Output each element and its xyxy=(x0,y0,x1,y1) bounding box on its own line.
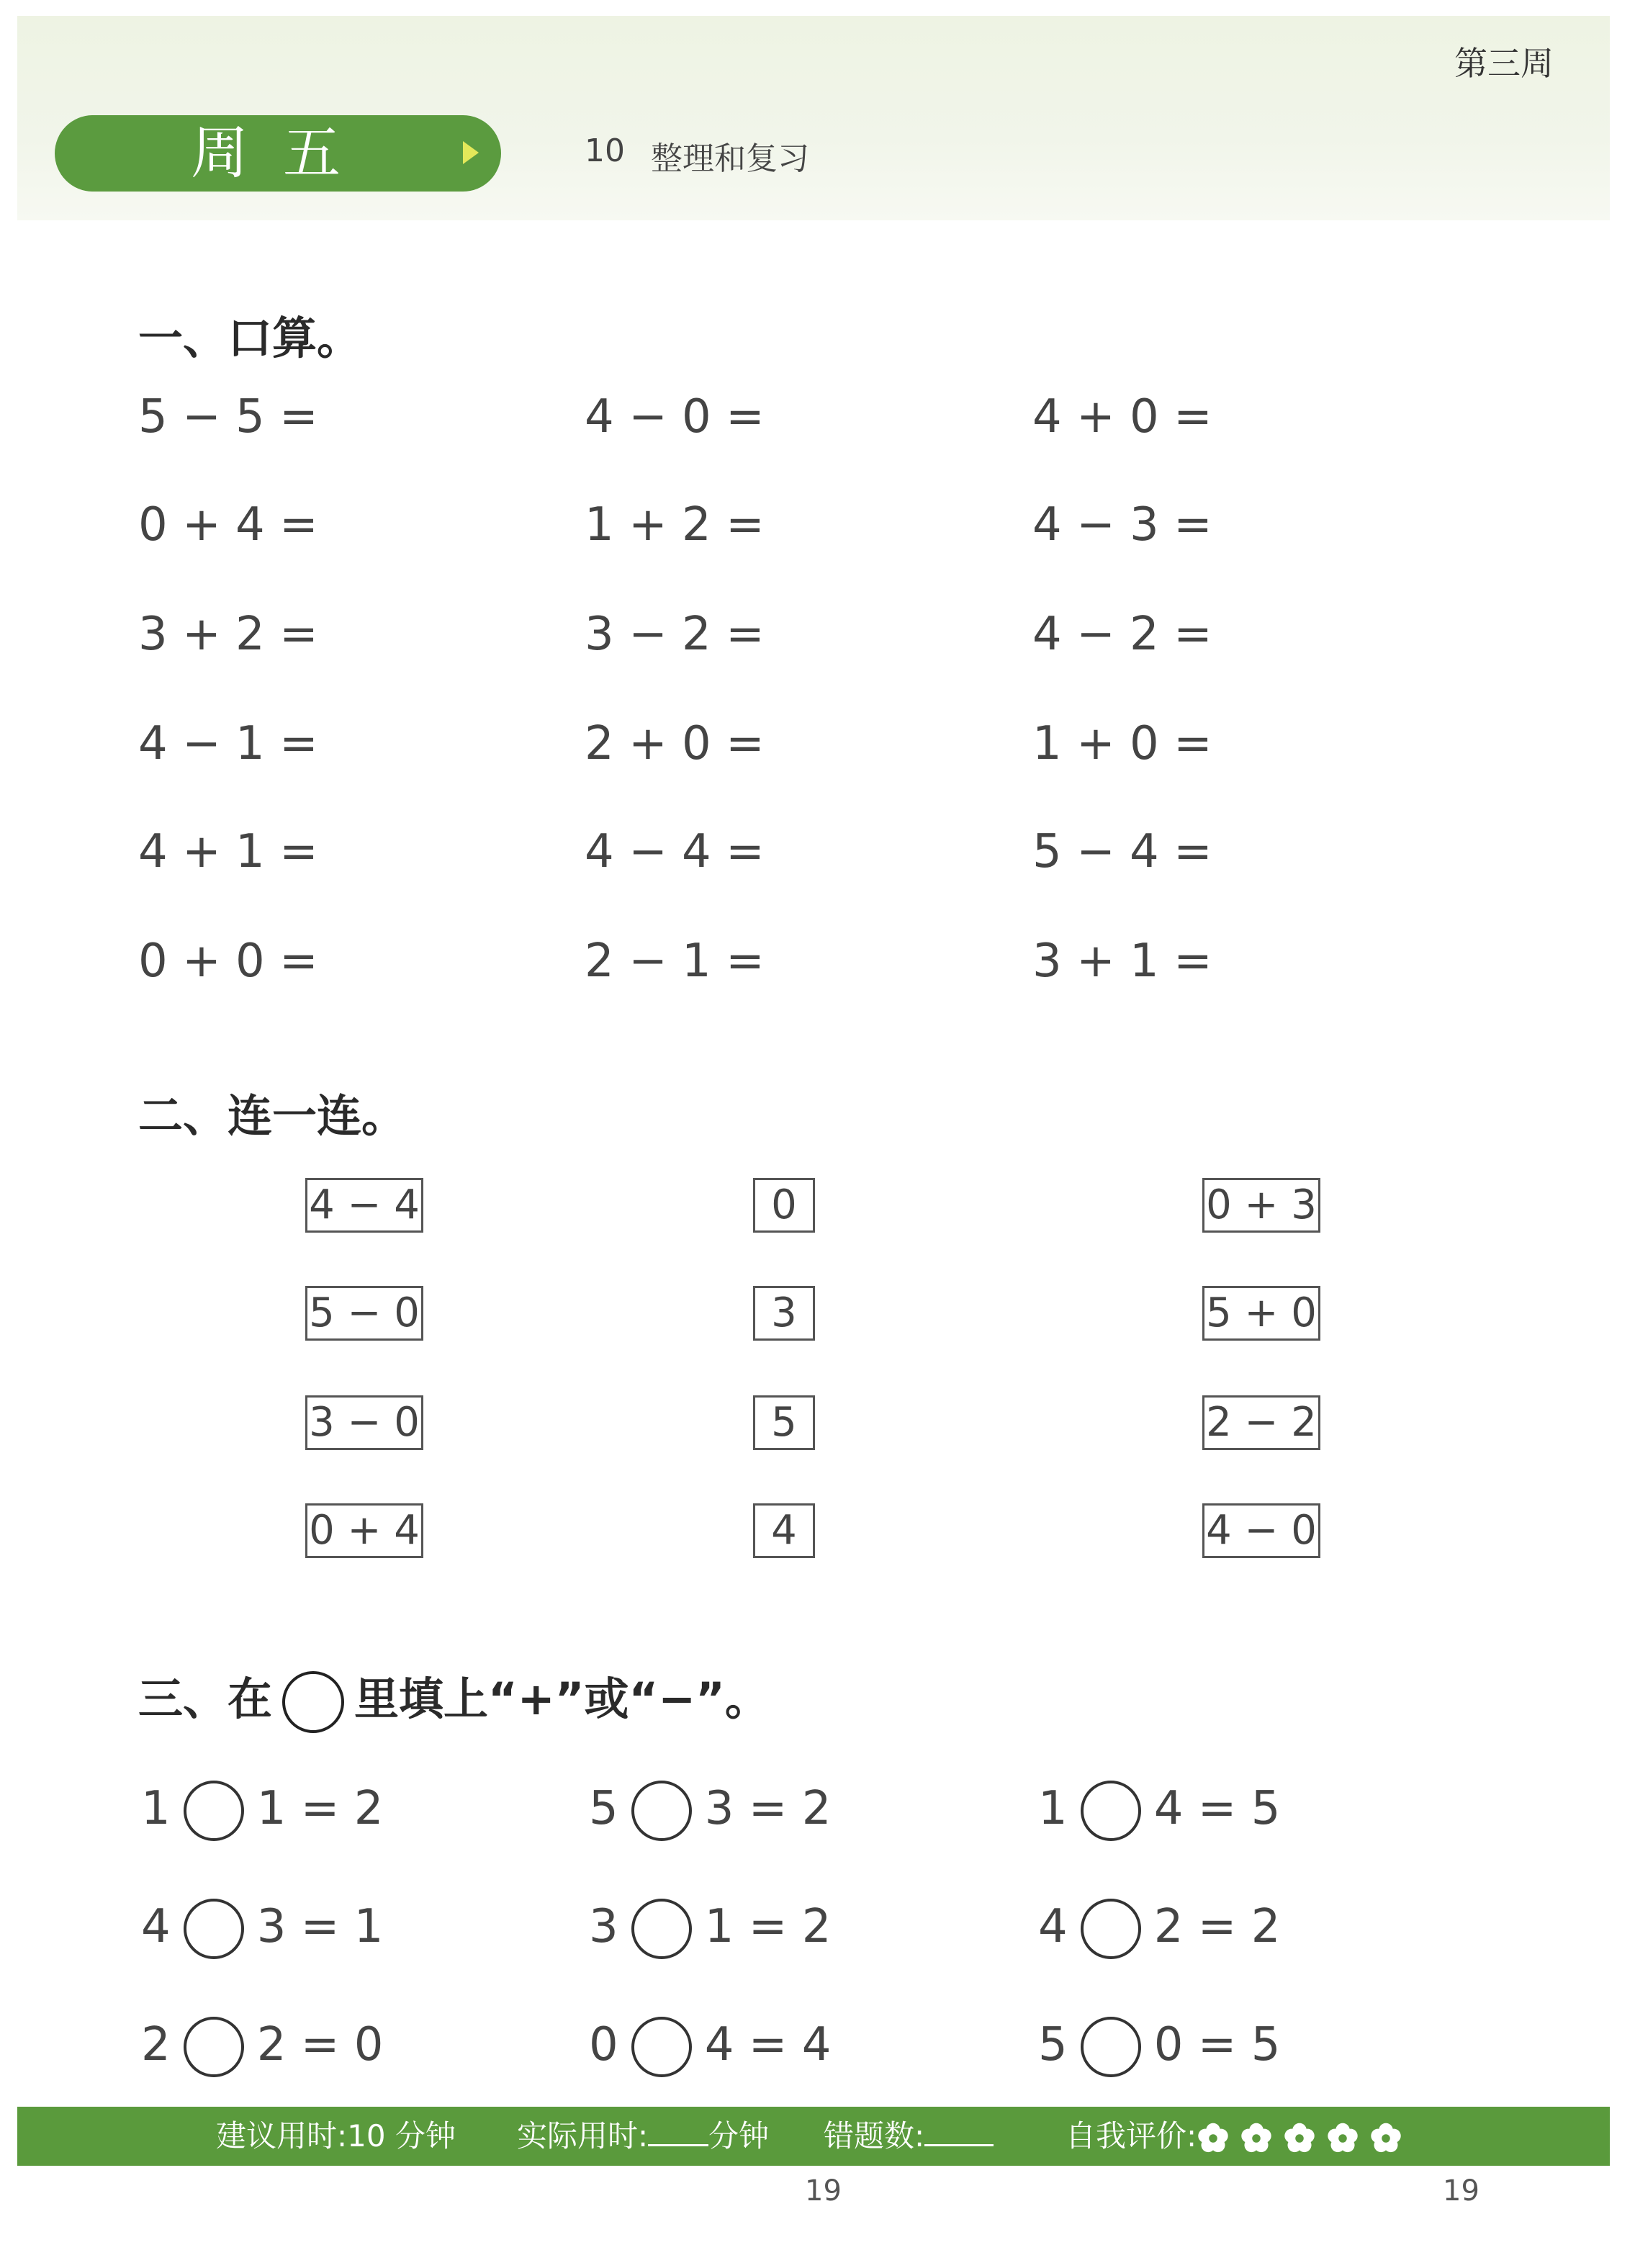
play-arrow-icon xyxy=(463,141,479,164)
mental-math-question: 2 + 0 = xyxy=(585,717,765,770)
matching-right-item[interactable]: 2 − 2 xyxy=(1202,1395,1320,1450)
mental-math-question: 5 − 4 = xyxy=(1032,825,1212,878)
operator-blank-circle[interactable] xyxy=(184,1781,244,1841)
operand-b-result: 3 = 1 xyxy=(256,1900,384,1953)
lesson-title: 整理和复习 xyxy=(651,140,809,177)
operand-b-result: 4 = 5 xyxy=(1153,1782,1281,1835)
mental-math-question: 4 + 0 = xyxy=(1032,390,1212,444)
operand-b-result: 2 = 0 xyxy=(256,2018,384,2071)
section-1-title: 一、口算。 xyxy=(138,312,362,364)
section-3-title-pre: 三、在 xyxy=(138,1673,273,1725)
operator-blank-circle[interactable] xyxy=(184,1899,244,1959)
mental-math-question: 4 − 4 = xyxy=(585,825,765,878)
day-title: 周五 xyxy=(191,120,375,186)
operator-question xyxy=(1038,1777,1280,1841)
operator-question xyxy=(589,1777,831,1841)
matching-middle-item[interactable]: 5 xyxy=(753,1395,815,1450)
operand-b-result: 1 = 2 xyxy=(256,1782,384,1835)
matching-left-item[interactable]: 0 + 4 xyxy=(305,1503,423,1558)
operand-a: 4 xyxy=(141,1900,171,1953)
matching-middle-item[interactable]: 4 xyxy=(753,1503,815,1558)
operand-b-result: 3 = 2 xyxy=(704,1782,832,1835)
mental-math-question: 4 − 3 = xyxy=(1032,498,1212,552)
circle-icon xyxy=(282,1671,344,1733)
page-number: 19 xyxy=(1443,2174,1479,2208)
operand-b-result: 4 = 4 xyxy=(704,2018,832,2071)
operand-a: 1 xyxy=(141,1782,171,1835)
operator-blank-circle[interactable] xyxy=(1081,1781,1141,1841)
operator-blank-circle[interactable] xyxy=(631,2017,692,2077)
matching-middle-item[interactable]: 0 xyxy=(753,1178,815,1233)
mental-math-question: 1 + 2 = xyxy=(585,498,765,552)
operand-a: 5 xyxy=(1038,2018,1068,2071)
actual-time-blank[interactable] xyxy=(648,2115,708,2146)
flower-icon[interactable] xyxy=(1197,2122,1230,2155)
operand-b-result: 1 = 2 xyxy=(704,1900,832,1953)
operator-blank-circle[interactable] xyxy=(184,2017,244,2077)
operator-question xyxy=(1038,1895,1280,1959)
matching-left-item[interactable]: 3 − 0 xyxy=(305,1395,423,1450)
flower-rating xyxy=(1197,2118,1413,2154)
mental-math-question: 3 + 2 = xyxy=(138,608,318,661)
mental-math-question: 3 − 2 = xyxy=(585,608,765,661)
error-count xyxy=(824,2114,994,2159)
mental-math-question: 0 + 0 = xyxy=(138,935,318,988)
operand-a: 3 xyxy=(589,1900,618,1953)
actual-time-label: 实际用时: xyxy=(517,2118,649,2154)
flower-icon[interactable] xyxy=(1240,2122,1273,2155)
matching-middle-item[interactable]: 3 xyxy=(753,1286,815,1341)
flower-icon[interactable] xyxy=(1369,2122,1402,2155)
flower-icon[interactable] xyxy=(1283,2122,1316,2155)
mental-math-question: 4 + 1 = xyxy=(138,825,318,878)
operator-blank-circle[interactable] xyxy=(631,1899,692,1959)
operator-question xyxy=(1038,2013,1280,2077)
matching-left-item[interactable]: 5 − 0 xyxy=(305,1286,423,1341)
operand-a: 4 xyxy=(1038,1900,1068,1953)
operand-b-result: 0 = 5 xyxy=(1153,2018,1281,2071)
suggested-time: 建议用时:10 分钟 xyxy=(216,2118,456,2154)
matching-right-item[interactable]: 5 + 0 xyxy=(1202,1286,1320,1341)
operator-blank-circle[interactable] xyxy=(1081,2017,1141,2077)
mental-math-question: 4 − 0 = xyxy=(585,390,765,444)
error-count-label: 错题数: xyxy=(824,2118,925,2154)
section-3-title xyxy=(138,1663,770,1735)
operator-blank-circle[interactable] xyxy=(631,1781,692,1841)
operand-a: 0 xyxy=(589,2018,618,2071)
matching-right-item[interactable]: 4 − 0 xyxy=(1202,1503,1320,1558)
operator-question xyxy=(141,2013,383,2077)
mental-math-question: 4 − 1 = xyxy=(138,717,318,770)
matching-left-item[interactable]: 4 − 4 xyxy=(305,1178,423,1233)
section-3-title-post: 里填上“+”或“−”。 xyxy=(354,1673,770,1725)
mental-math-question: 1 + 0 = xyxy=(1032,717,1212,770)
operator-question xyxy=(141,1777,383,1841)
actual-time-unit: 分钟 xyxy=(708,2118,770,2154)
mental-math-question: 0 + 4 = xyxy=(138,498,318,552)
mental-math-question: 2 − 1 = xyxy=(585,935,765,988)
operand-a: 1 xyxy=(1038,1782,1068,1835)
mental-math-question: 4 − 2 = xyxy=(1032,608,1212,661)
self-evaluation xyxy=(1066,2114,1413,2159)
week-label: 第三周 xyxy=(1454,44,1554,83)
mental-math-question: 3 + 1 = xyxy=(1032,935,1212,988)
operator-question xyxy=(589,2013,831,2077)
page-number: 19 xyxy=(805,2174,842,2208)
flower-icon[interactable] xyxy=(1326,2122,1359,2155)
section-2-title: 二、连一连。 xyxy=(138,1089,407,1142)
actual-time xyxy=(517,2114,769,2159)
operator-question xyxy=(141,1895,383,1959)
lesson-number: 10 xyxy=(585,132,625,169)
operand-a: 2 xyxy=(141,2018,171,2071)
operator-question xyxy=(589,1895,831,1959)
operator-blank-circle[interactable] xyxy=(1081,1899,1141,1959)
matching-right-item[interactable]: 0 + 3 xyxy=(1202,1178,1320,1233)
operand-b-result: 2 = 2 xyxy=(1153,1900,1281,1953)
error-count-blank[interactable] xyxy=(924,2115,994,2146)
operand-a: 5 xyxy=(589,1782,618,1835)
self-eval-label: 自我评价: xyxy=(1066,2118,1197,2154)
mental-math-question: 5 − 5 = xyxy=(138,390,318,444)
